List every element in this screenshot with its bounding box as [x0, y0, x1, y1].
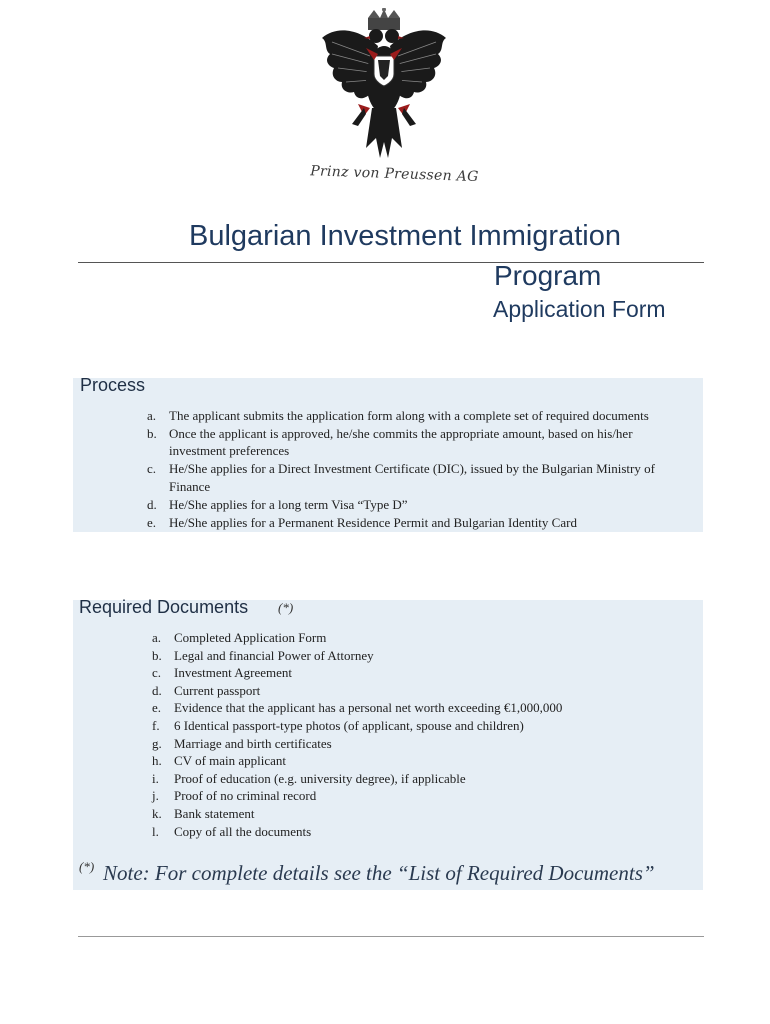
list-marker: e. [147, 515, 157, 530]
list-marker: a. [152, 630, 162, 645]
footnote-note: Note: For complete details see the “List of Required Documents” [103, 861, 655, 885]
list-marker: l. [152, 823, 159, 839]
footnote-marker: (*) [79, 859, 95, 874]
list-item-text: Evidence that the applicant has a personal net worth exceeding €1,000,000 [174, 700, 563, 716]
title-divider [78, 262, 704, 263]
eagle-crest-logo [318, 8, 450, 168]
list-marker: a. [147, 408, 157, 423]
list-item-text: Marriage and birth certificates [174, 735, 332, 751]
list-item-text: Once the applicant is approved, he/she commits the appropriate amount, based on his/her [169, 426, 633, 441]
section-heading: Required Documents [79, 597, 249, 617]
list-item-text: He/She applies for a long term Visa “Type D” [169, 497, 408, 512]
list-marker: f. [152, 718, 160, 733]
signature: Prinz von Preussen AG [310, 163, 479, 186]
list-marker: g. [152, 735, 162, 751]
list-item-text: CV of main applicant [174, 753, 287, 769]
list-item-text: The applicant submits the application form along with a complete set of required documents [169, 408, 649, 423]
footnote-marker: (*) [278, 600, 294, 615]
list-marker: b. [152, 647, 162, 663]
list-item-text: Legal and financial Power of Attorney [174, 647, 374, 663]
list-item-text: Current passport [174, 682, 261, 698]
list-marker: k. [152, 806, 162, 821]
bottom-divider [78, 936, 704, 937]
section-heading: Process [80, 375, 146, 395]
process-section [73, 375, 703, 532]
list-item-text: He/She applies for a Direct Investment Certificate (DIC), issued by the Bulgarian Ministry of [169, 461, 655, 476]
list-marker: b. [147, 426, 157, 441]
list-item-text: Investment Agreement [174, 665, 293, 681]
list-marker: d. [147, 497, 157, 512]
page-title: Bulgarian Investment Immigration [189, 220, 621, 252]
required-documents-section [73, 597, 703, 890]
list-marker: h. [152, 753, 162, 769]
list-marker: i. [152, 770, 159, 786]
list-item-text: 6 Identical passport-type photos (of applicant, spouse and children) [174, 718, 524, 733]
list-item-text: Finance [169, 479, 211, 494]
list-marker: j. [152, 788, 159, 804]
list-item-text: Bank statement [174, 806, 255, 821]
list-marker: d. [152, 682, 162, 698]
list-marker: e. [152, 700, 162, 716]
list-item-text: Proof of no criminal record [174, 788, 317, 804]
list-item-text: He/She applies for a Permanent Residence Permit and Bulgarian Identity Card [169, 515, 577, 530]
crown-icon [368, 8, 400, 30]
list-item-text: Proof of education (e.g. university degree), if applicable [174, 770, 466, 786]
list-item-text: investment preferences [169, 443, 290, 458]
list-item-text: Copy of all the documents [174, 823, 312, 839]
list-marker: c. [152, 665, 162, 681]
page-subtitle: Application Form [493, 296, 666, 322]
list-marker: c. [147, 461, 157, 476]
list-item-text: Completed Application Form [174, 630, 327, 645]
page-title-continued: Program [494, 260, 602, 291]
